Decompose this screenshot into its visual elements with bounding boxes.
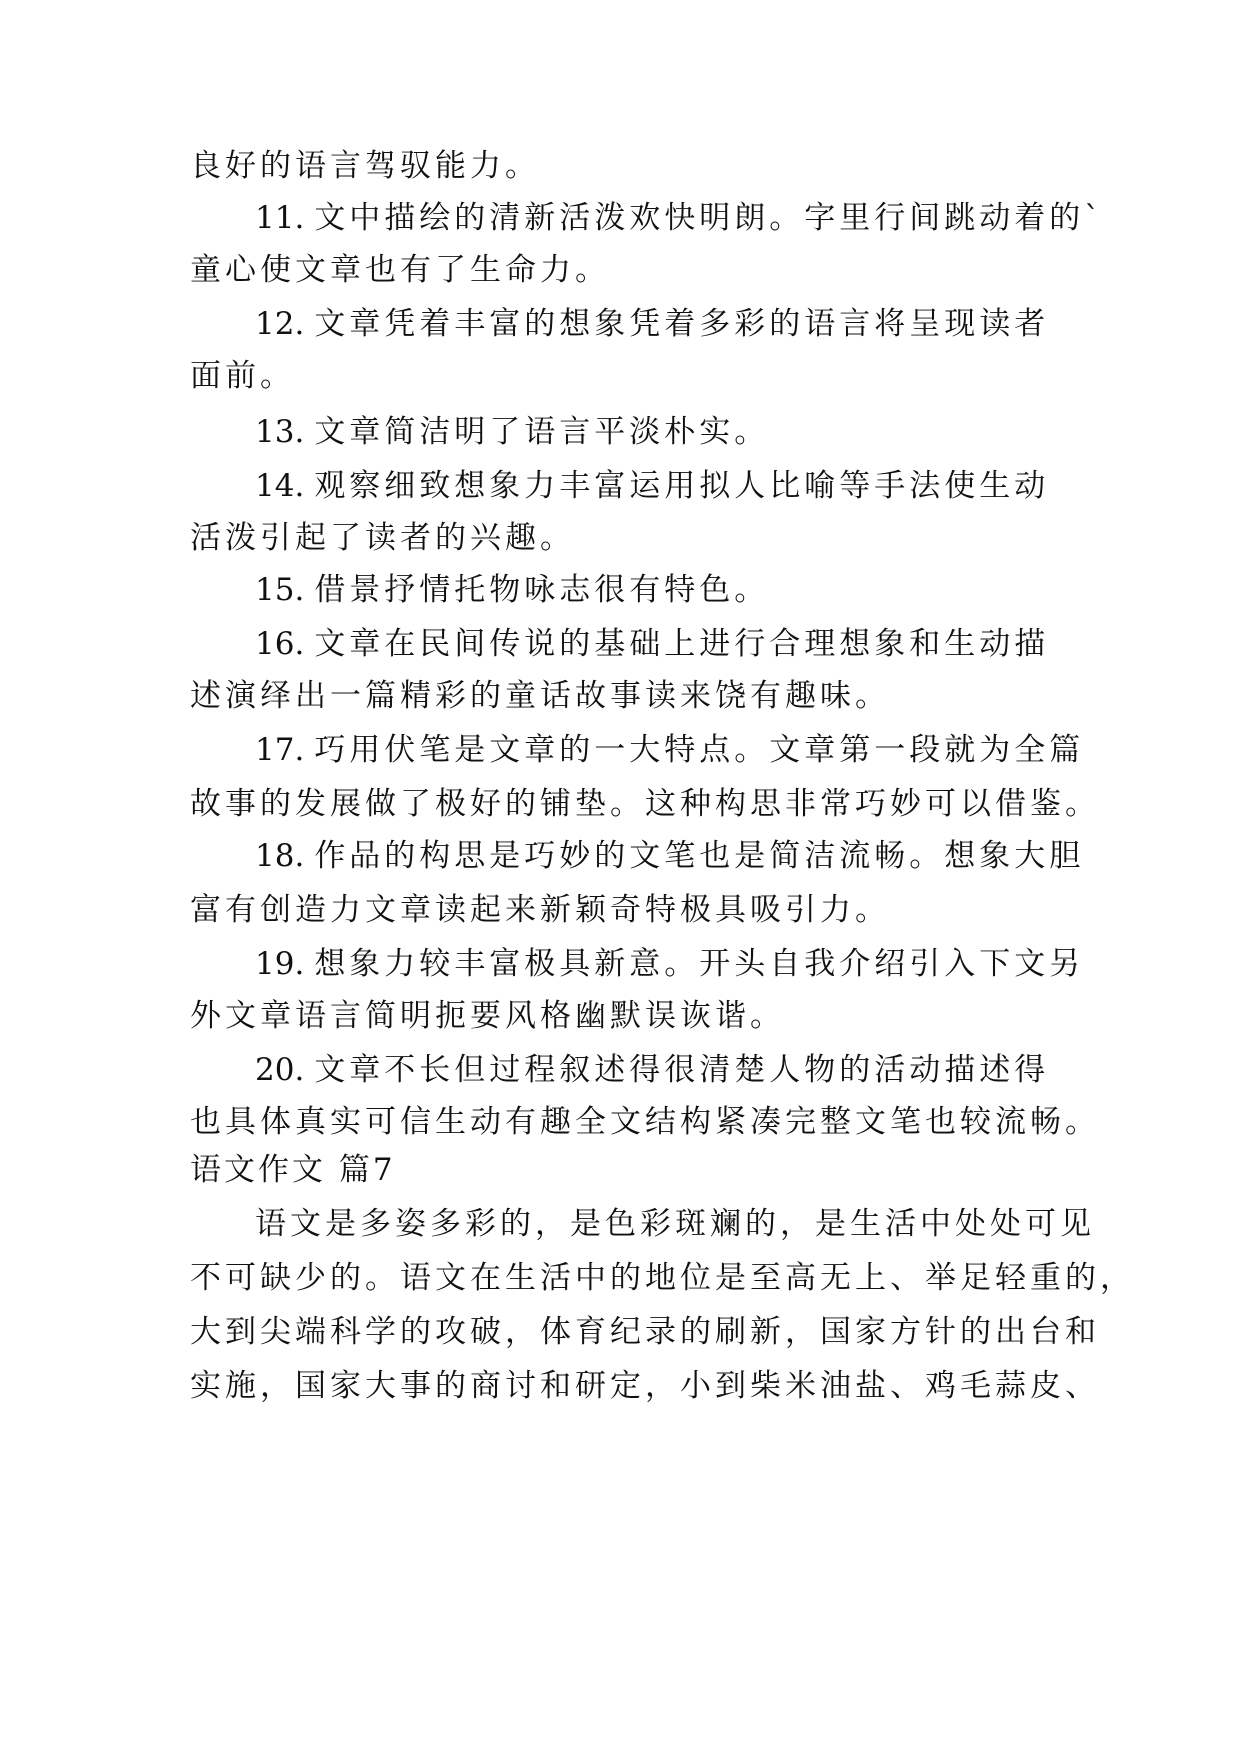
list-item (255, 570, 769, 610)
item-text: 文章不长但过程叙述得很清楚人物的活动描述得 (314, 1052, 1050, 1088)
list-item (255, 466, 1049, 506)
item-number: 19. (255, 946, 305, 982)
item-number: 14. (255, 468, 305, 504)
text-line: 实施，国家大事的商讨和研定，小到柴米油盐、鸡毛蒜皮、 (190, 1368, 1100, 1404)
paragraph-first-line: 语文是多姿多彩的，是色彩斑斓的，是生活中处处可见 (255, 1206, 1095, 1242)
section-heading: 语文作文 篇7 (190, 1152, 396, 1188)
item-text: 文中描绘的清新活泼欢快明朗。字里行间跳动着的` (314, 200, 1104, 236)
list-item (255, 304, 1049, 344)
item-number: 18. (255, 838, 305, 874)
text-line: 活泼引起了读者的兴趣。 (190, 520, 575, 556)
list-item (255, 198, 1104, 238)
list-item (255, 836, 1084, 876)
item-text: 文章简洁明了语言平淡朴实。 (314, 414, 770, 450)
list-item (255, 944, 1084, 984)
text-line: 富有创造力文章读起来新颖奇特极具吸引力。 (190, 892, 890, 928)
item-number: 11. (255, 200, 305, 236)
list-item (255, 412, 769, 452)
text-line: 外文章语言简明扼要风格幽默误诙谐。 (190, 998, 785, 1034)
text-line: 面前。 (190, 358, 295, 394)
text-line: 童心使文章也有了生命力。 (190, 252, 610, 288)
text-line: 述演绎出一篇精彩的童话故事读来饶有趣味。 (190, 678, 890, 714)
item-text: 巧用伏笔是文章的一大特点。文章第一段就为全篇 (314, 732, 1085, 768)
list-item (255, 730, 1084, 770)
item-number: 17. (255, 732, 305, 768)
item-number: 12. (255, 306, 305, 342)
item-number: 15. (255, 572, 305, 608)
item-number: 16. (255, 626, 305, 662)
list-item (255, 1050, 1049, 1090)
item-text: 文章在民间传说的基础上进行合理想象和生动描 (314, 626, 1050, 662)
item-text: 想象力较丰富极具新意。开头自我介绍引入下文另 (314, 946, 1085, 982)
text-line: 大到尖端科学的攻破，体育纪录的刷新，国家方针的出台和 (190, 1314, 1100, 1350)
text-line: 故事的发展做了极好的铺垫。这种构思非常巧妙可以借鉴。 (190, 786, 1100, 822)
item-text: 观察细致想象力丰富运用拟人比喻等手法使生动 (314, 468, 1050, 504)
list-item (255, 624, 1049, 664)
text-line: 不可缺少的。语文在生活中的地位是至高无上、举足轻重的， (190, 1260, 1135, 1296)
text-line: 也具体真实可信生动有趣全文结构紧凑完整文笔也较流畅。 (190, 1104, 1100, 1140)
item-text: 文章凭着丰富的想象凭着多彩的语言将呈现读者 (314, 306, 1050, 342)
item-text: 作品的构思是巧妙的文笔也是简洁流畅。想象大胆 (314, 838, 1085, 874)
item-number: 13. (255, 414, 305, 450)
text-line: 良好的语言驾驭能力。 (190, 148, 540, 184)
item-text: 借景抒情托物咏志很有特色。 (314, 572, 770, 608)
item-number: 20. (255, 1052, 305, 1088)
